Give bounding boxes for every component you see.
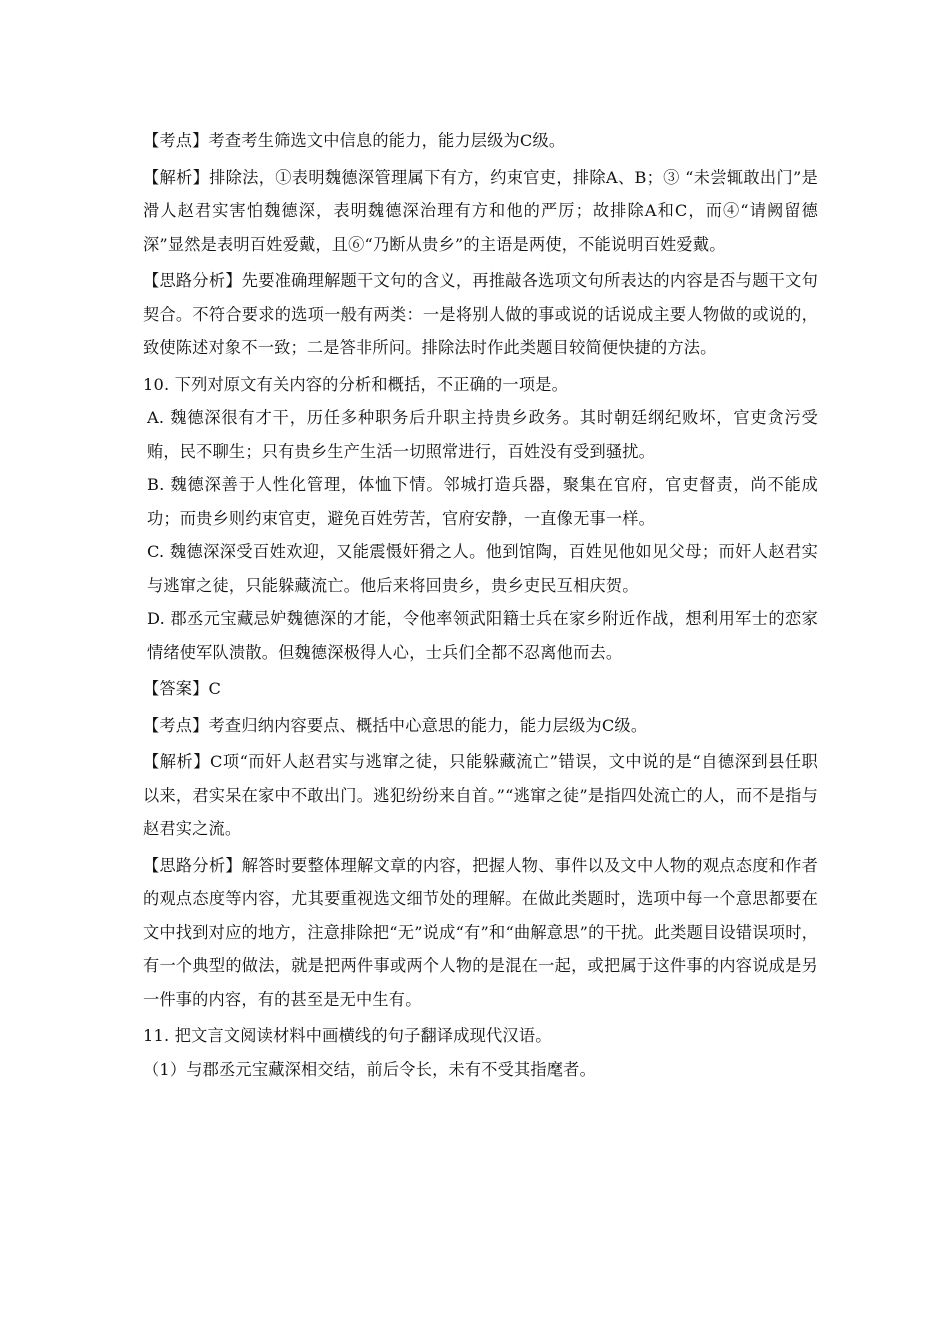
silu-fenxi-paragraph-1: 【思路分析】先要准确理解题干文句的含义，再推敲各选项文句所表达的内容是否与题干文句契合。不符合要求的选项一般有两类：一是将别人做的事或说的话说成主要人物做的或说的，致使陈述对象不一致；二是答非所问。排除法时作此类题目较简便快捷的方法。 [143,271,818,357]
question-10-option-a: A. 魏德深很有才干，历任多种职务后升职主持贵乡政务。其时朝廷纲纪败坏，官吏贪污受贿，民不聊生；只有贵乡生产生活一切照常进行，百姓没有受到骚扰。 [147,408,818,461]
answer-paragraph: 【答案】C [143,679,222,698]
question-11: 11. 把文言文阅读材料中画横线的句子翻译成现代汉语。 [143,1026,552,1045]
jiexi-paragraph-2: 【解析】C项“而奸人赵君实与逃窜之徒，只能躲藏流亡”错误，文中说的是“自德深到县任职以来，君实呆在家中不敢出门。逃犯纷纷来自首。”“逃窜之徒”是指四处流亡的人，而不是指与赵君实之流。 [143,752,818,838]
question-10-option-c: C. 魏德深深受百姓欢迎，又能震慑奸猾之人。他到馆陶，百姓见他如见父母；而奸人赵君实与逃窜之徒，只能躲藏流亡。他后来将回贵乡，贵乡吏民互相庆贺。 [147,542,818,595]
question-10-option-b: B. 魏德深善于人性化管理，体恤下情。邻城打造兵器，聚集在官府，官吏督责，尚不能成功；而贵乡则约束官吏，避免百姓劳苦，官府安静，一直像无事一样。 [147,475,818,528]
jiexi-paragraph-1: 【解析】排除法，①表明魏德深管理属下有方，约束官吏，排除A、B；③ “未尝辄敢出门”是滑人赵君实害怕魏德深，表明魏德深治理有方和他的严厉；故排除A和C，而④“请阙留德深”显然是表明百姓爱戴，且⑥“乃断从贵乡”的主语是两使，不能说明百姓爱戴。 [143,167,818,254]
kaodian-paragraph-2: 【考点】考查归纳内容要点、概括中心意思的能力，能力层级为C级。 [143,715,648,735]
question-11-sentence-1: （1）与郡丞元宝藏深相交结，前后令长，未有不受其指麾者。 [143,1059,596,1079]
question-10: 10. 下列对原文有关内容的分析和概括，不正确的一项是。 [143,374,568,394]
question-10-option-d: D. 郡丞元宝藏忌妒魏德深的才能，令他率领武阳籍士兵在家乡附近作战，想利用军士的恋家情绪使军队溃散。但魏德深极得人心，士兵们全都不忍离他而去。 [147,609,818,662]
silu-fenxi-paragraph-2: 【思路分析】解答时要整体理解文章的内容，把握人物、事件以及文中人物的观点态度和作者的观点态度等内容，尤其要重视选文细节处的理解。在做此类题时，选项中每一个意思都要在文中找到对应的地方，注意排除把“无”说成“有”和“曲解意思”的干扰。此类题目设错误项时，有一个典型的做法，就是把两件事或两个人物的是混在一起，或把属于这件事的内容说成是另一件事的内容，有的甚至是无中生有。 [143,855,818,1009]
kaodian-paragraph-1: 【考点】考查考生筛选文中信息的能力，能力层级为C级。 [143,131,566,150]
